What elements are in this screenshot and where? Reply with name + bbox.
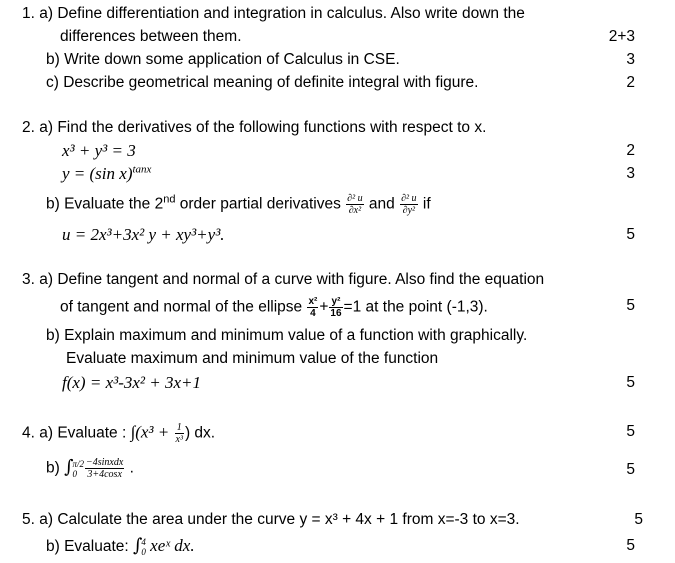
q1-c-marks: 2 bbox=[626, 74, 635, 91]
q4-b-upper-limit: π/2 bbox=[72, 458, 84, 469]
q4-b-integral-sign: ∫ bbox=[64, 456, 74, 478]
q2-b-pre: b) Evaluate the 2 bbox=[46, 195, 164, 213]
q4-a-marks: 5 bbox=[626, 423, 635, 440]
q4-a-frac-den: x³ bbox=[175, 434, 183, 445]
q5-b-marks: 5 bbox=[626, 537, 635, 554]
q4-b-marks: 5 bbox=[626, 461, 635, 478]
q2-function-1: x³ + y³ = 3 bbox=[62, 141, 136, 160]
q4-a-frac-num: 1 bbox=[175, 422, 184, 434]
q2-b-mid: order partial derivatives bbox=[175, 195, 346, 213]
q2-b-frac2-num: ∂² u bbox=[401, 193, 417, 204]
q4-b-pre: b) bbox=[46, 459, 65, 477]
q3-b-marks: 5 bbox=[626, 374, 635, 391]
q4-a-integrand: ∫(x³ + bbox=[130, 422, 174, 442]
q3-ellipse-fraction-2 bbox=[329, 296, 342, 319]
q4-b-lower-limit: 0 bbox=[72, 468, 77, 479]
q3-ell-plus: + bbox=[319, 298, 329, 316]
q3-a-marks: 5 bbox=[626, 297, 635, 314]
q1-b-text: b) Write down some application of Calculus in CSE. bbox=[46, 51, 400, 68]
q3-a-line1: 3. a) Define tangent and normal of a curve with figure. Also find the equation bbox=[22, 271, 545, 288]
q4-b-fraction bbox=[85, 457, 124, 480]
q2-b-fraction-1 bbox=[346, 193, 363, 216]
q4-b-frac-num: −4sinxdx bbox=[86, 457, 124, 468]
q2-b-fraction-2 bbox=[400, 193, 417, 216]
q3-a-line2-post: =1 at the point (-1,3). bbox=[343, 298, 488, 316]
q2-b-if: if bbox=[418, 195, 431, 213]
q3-b-line2: Evaluate maximum and minimum value of the function bbox=[66, 350, 439, 367]
q2-b-and: and bbox=[364, 195, 400, 213]
q1-b-marks: 3 bbox=[626, 51, 635, 68]
q4-b-frac-den: 3+4cosx bbox=[87, 469, 122, 480]
q5-b-expression: xeˣ dx. bbox=[145, 536, 195, 555]
q3-ell-num1: x² bbox=[308, 296, 318, 307]
q5-b-pre: b) Evaluate: bbox=[46, 538, 134, 555]
q1-a-line2: differences between them. bbox=[60, 28, 242, 45]
q4-a-text bbox=[22, 422, 215, 445]
q4-a-fraction bbox=[175, 422, 184, 445]
q3-a-line2 bbox=[60, 296, 488, 319]
q2-b-text bbox=[46, 193, 431, 216]
q5-b-text bbox=[46, 536, 195, 557]
q2-function-2 bbox=[62, 164, 151, 184]
q2-a-text: 2. a) Find the derivatives of the following functions with respect to x. bbox=[22, 119, 487, 136]
q2-f1-marks: 2 bbox=[626, 142, 635, 159]
q1-a-marks: 2+3 bbox=[608, 28, 635, 45]
q1-a-line1: 1. a) Define differentiation and integration in calculus. Also write down the bbox=[22, 5, 525, 22]
q2-b-frac1-num: ∂² u bbox=[347, 193, 363, 204]
q5-b-upper-limit: 4 bbox=[141, 536, 146, 547]
q5-b-lower-limit: 0 bbox=[141, 546, 146, 557]
q2-b-marks: 5 bbox=[626, 226, 635, 243]
q2-b-sup: nd bbox=[163, 193, 176, 206]
q2-b-frac1-den: ∂x² bbox=[348, 205, 362, 216]
q3-a-line2-pre: of tangent and normal of the ellipse bbox=[60, 298, 307, 316]
q5-a-marks: 5 bbox=[634, 511, 643, 528]
q4-b-post: . bbox=[125, 459, 134, 477]
q4-a-post: ) dx. bbox=[184, 424, 216, 442]
q2-u-equation: u = 2x³+3x² y + xy³+y³. bbox=[62, 225, 225, 244]
q2-f2-lhs: y = (sin x) bbox=[62, 164, 133, 183]
q3-ell-den2: 16 bbox=[330, 308, 342, 319]
q2-b-frac2-den: ∂y² bbox=[402, 205, 416, 216]
q4-b-limits bbox=[72, 459, 84, 479]
q3-function: f(x) = x³-3x² + 3x+1 bbox=[62, 373, 201, 392]
q1-c-text: c) Describe geometrical meaning of definite integral with figure. bbox=[46, 74, 479, 91]
q4-b-text bbox=[46, 457, 134, 480]
q4-a-pre: 4. a) Evaluate : bbox=[22, 424, 131, 442]
q3-b-line1: b) Explain maximum and minimum value of a function with graphically. bbox=[46, 327, 528, 344]
q5-b-integral-sign: ∫ bbox=[133, 535, 143, 556]
q3-ell-num2: y² bbox=[329, 296, 342, 308]
q5-a-text: 5. a) Calculate the area under the curve y = x³ + 4x + 1 from x=-3 to x=3. bbox=[22, 511, 520, 528]
q3-ellipse-fraction-1 bbox=[307, 296, 318, 319]
q3-ell-den1: 4 bbox=[310, 308, 316, 319]
q2-f2-marks: 3 bbox=[626, 165, 635, 182]
q2-f2-exponent: tanx bbox=[132, 163, 152, 176]
